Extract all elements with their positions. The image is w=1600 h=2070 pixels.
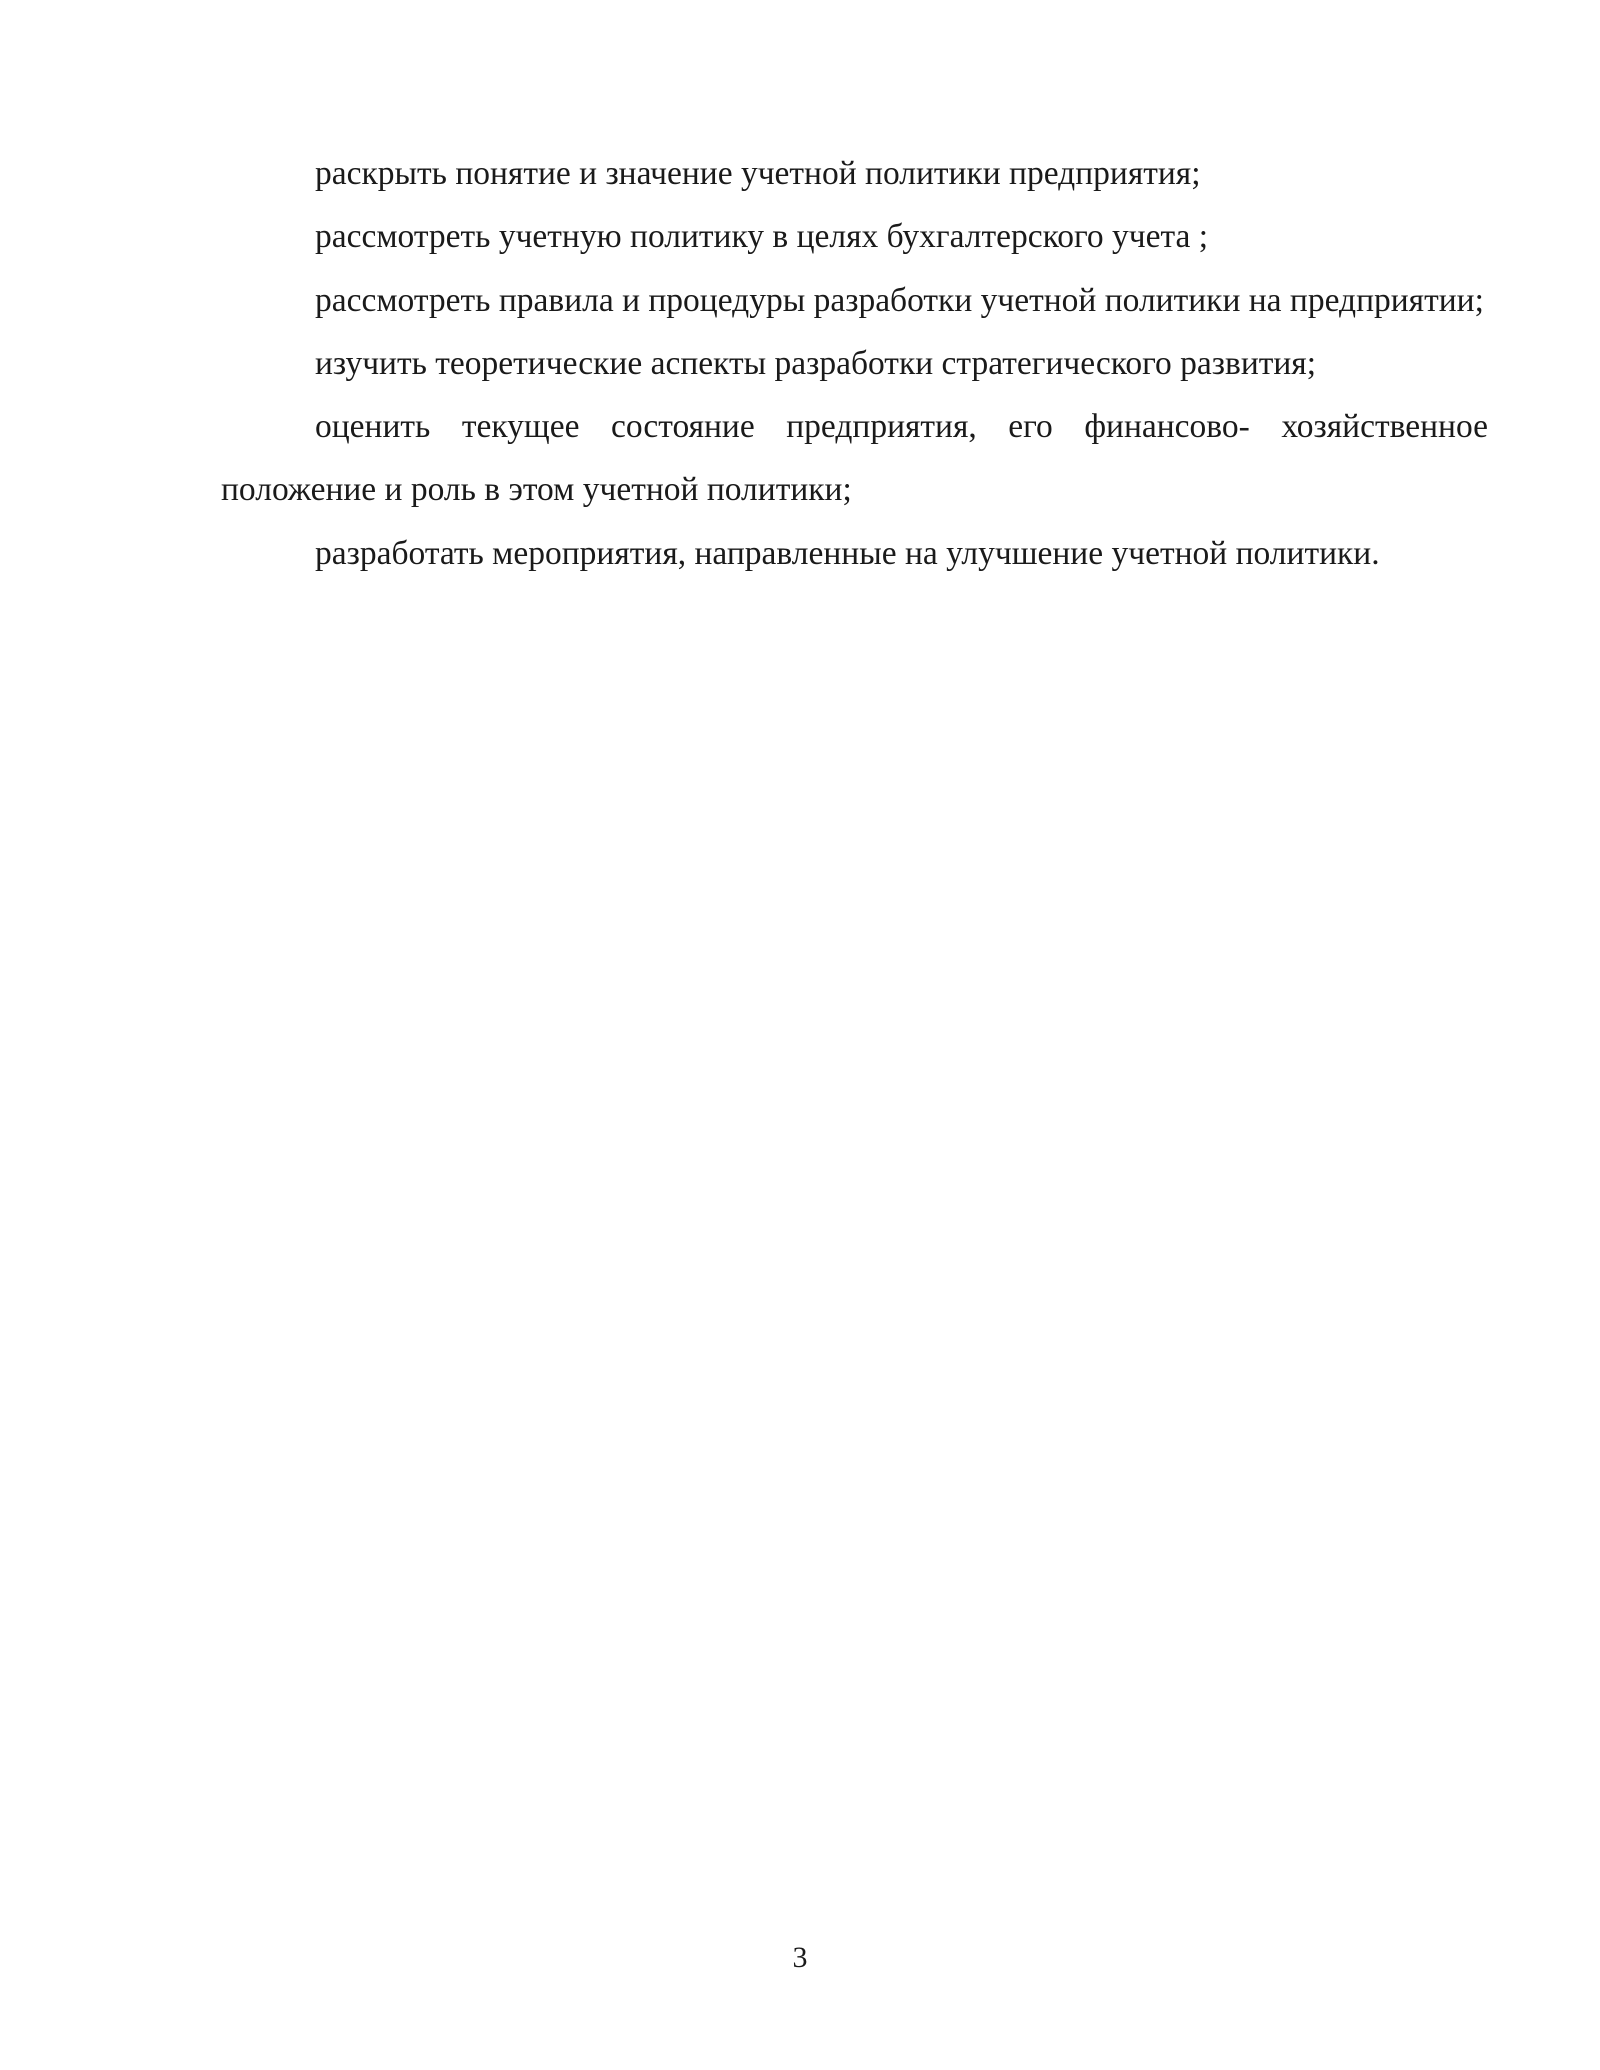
list-item: рассмотреть правила и процедуры разработки учетной политики на предприятии; xyxy=(315,281,1484,319)
list-item: разработать мероприятия, направленные на улучшение учетной политики. xyxy=(315,534,1380,572)
list-item: оценить текущее состояние предприятия, его финансово- хозяйственное положение и роль в этом учетной политики; xyxy=(221,408,1488,509)
body-text xyxy=(221,142,1488,585)
list-item: раскрыть понятие и значение учетной политики предприятия; xyxy=(315,155,1201,192)
list-item: рассмотреть учетную политику в целях бухгалтерского учета ; xyxy=(315,218,1209,256)
page-number: 3 xyxy=(792,1941,808,1974)
list-item: изучить теоретические аспекты разработки стратегического развития; xyxy=(315,344,1317,382)
